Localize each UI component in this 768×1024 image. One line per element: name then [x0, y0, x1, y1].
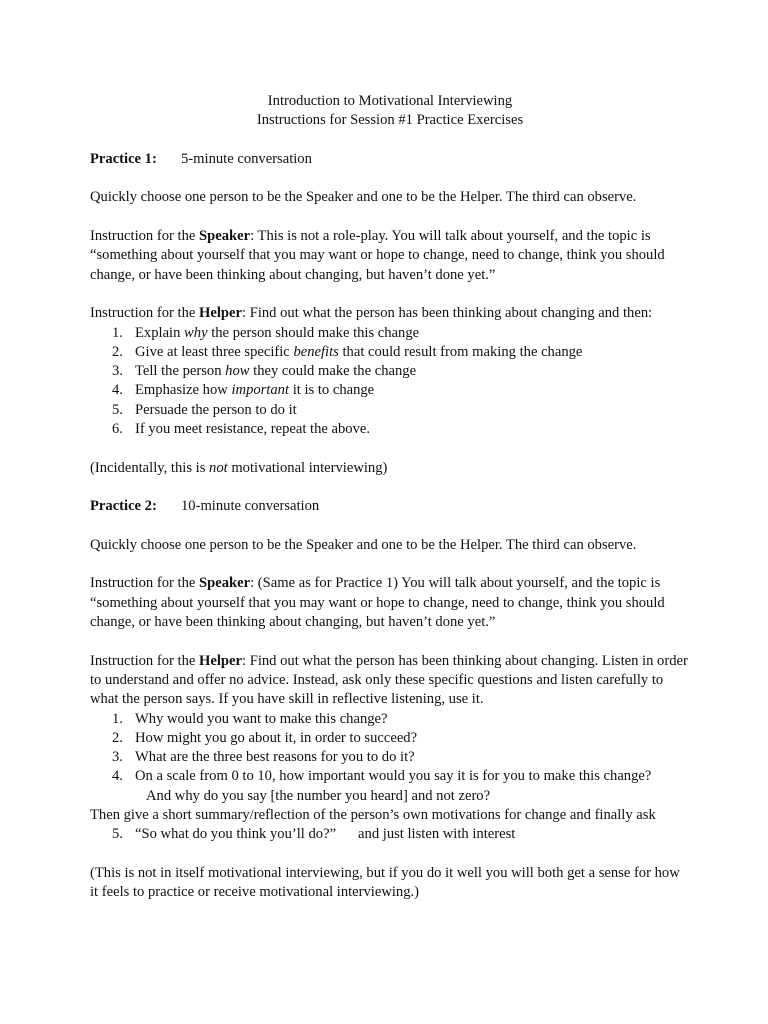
- list-item: 6. If you meet resistance, repeat the above.: [112, 421, 371, 438]
- practice-2-speaker-instruction: Instruction for the Speaker: (Same as for Practice 1) You will talk about yourself, and the topic is “something about yourself that you may want or hope to change, need to change, think you should change, or have been thinking about changing, but haven’t done yet.”: [90, 575, 665, 631]
- practice-2-choose: Quickly choose one person to be the Speaker and one to be the Helper. The third can observe.: [90, 536, 637, 553]
- practice-2-summary: Then give a short summary/reflection of the person’s own motivations for change and finally ask: [90, 806, 656, 823]
- list-item: 1. Explain why the person should make this change: [112, 324, 420, 341]
- practice-1-note: (Incidentally, this is not motivational interviewing): [90, 459, 388, 476]
- practice-1-steps: [90, 324, 690, 440]
- practice-1-heading: [90, 150, 690, 169]
- list-item: 3. What are the three best reasons for you to do it?: [112, 749, 415, 766]
- list-item: 2. Give at least three specific benefits that could result from making the change: [112, 343, 583, 360]
- list-item: 3. Tell the person how they could make the change: [112, 363, 417, 380]
- speaker-role: Speaker: [199, 575, 251, 592]
- practice-2-final-question: [90, 825, 690, 844]
- list-item: 1. Why would you want to make this change?: [112, 710, 388, 727]
- practice-2-helper-instruction: Instruction for the Helper: Find out what the person has been thinking about changing. Listen in order to understand and offer no advice. Instead, ask only these specific questions and listen carefully to what the person says. If you have skill in reflective listening, use it.: [90, 652, 688, 708]
- practice-2-followup: And why do you say [the number you heard] and not zero?: [146, 787, 491, 804]
- title-line-1: Introduction to Motivational Interviewing: [267, 93, 513, 109]
- list-item: 5. Persuade the person to do it: [112, 401, 297, 418]
- practice-2-questions: [90, 710, 690, 787]
- practice-1-duration: 5-minute conversation: [181, 150, 312, 167]
- list-item: 4. Emphasize how important it is to change: [112, 382, 375, 399]
- document-body: [90, 92, 690, 922]
- speaker-role: Speaker: [199, 228, 251, 245]
- list-item: 2. How might you go about it, in order to succeed?: [112, 729, 418, 746]
- practice-1-choose: Quickly choose one person to be the Speaker and one to be the Helper. The third can observe.: [90, 189, 637, 206]
- helper-role: Helper: [199, 305, 242, 322]
- list-item: 5. “So what do you think you’ll do?” and just listen with interest: [112, 826, 516, 843]
- title-line-2: Instructions for Session #1 Practice Exercises: [256, 112, 524, 129]
- practice-2-closing: (This is not in itself motivational interviewing, but if you do it well you will both get a sense for how it feels to practice or receive motivational interviewing.): [90, 864, 680, 901]
- practice-2-label: Practice 2:: [90, 498, 157, 515]
- practice-1-speaker-instruction: Instruction for the Speaker: This is not a role-play. You will talk about yourself, and the topic is “something about yourself that you may want or hope to change, need to change, think you should change, or have been thinking about changing, but haven’t done yet.”: [90, 228, 665, 283]
- document-title: [90, 92, 690, 131]
- practice-1-helper-instruction: Instruction for the Helper: Find out what the person has been thinking about changing and then:: [90, 305, 653, 322]
- practice-1-label: Practice 1:: [90, 150, 157, 167]
- practice-2-heading: [90, 497, 690, 516]
- practice-2-duration: 10-minute conversation: [181, 498, 320, 515]
- list-item: 4. On a scale from 0 to 10, how important would you say it is for you to make this change?: [112, 768, 652, 785]
- helper-role: Helper: [199, 652, 242, 669]
